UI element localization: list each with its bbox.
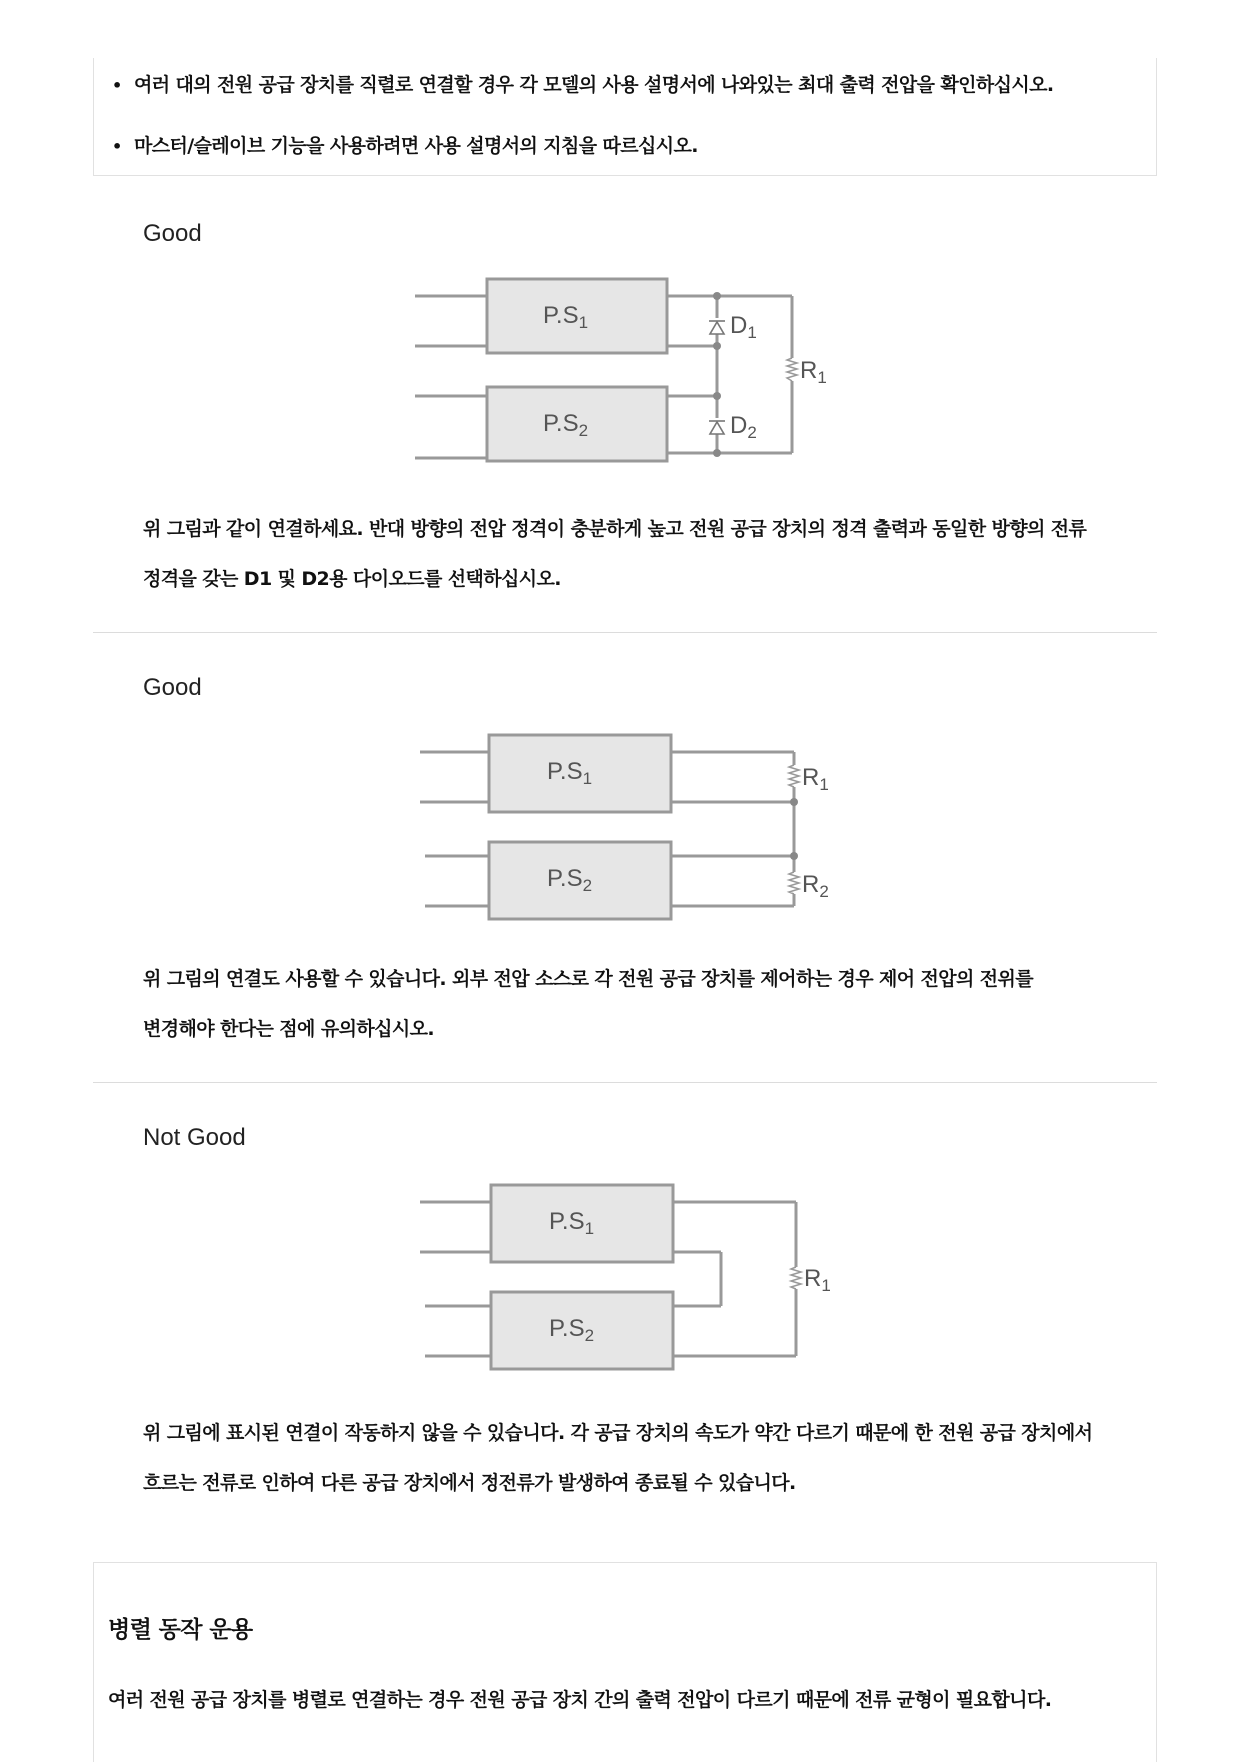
ps1-label: $P.S_1$ [547, 758, 593, 788]
bullet-icon: • [112, 137, 122, 156]
parallel-operation-box [93, 1562, 1157, 1762]
r1-label: $R_1$ [804, 1265, 831, 1295]
section3-text-line2: 흐르는 전류로 인하여 다른 공급 장치에서 정전류가 발생하여 종료될 수 있습니다. [143, 1472, 796, 1494]
ps2-label: $P.S_2$ [547, 865, 593, 895]
note-bullet-1: • 여러 대의 전원 공급 장치를 직렬로 연결할 경우 각 모델의 사용 설명서에 나와있는 최대 출력 전압을 확인하십시오. [112, 74, 1054, 96]
parallel-operation-title: 병렬 동작 운용 [108, 1617, 253, 1643]
section2-text-line1: 위 그림의 연결도 사용할 수 있습니다. 외부 전압 소스로 각 전원 공급 장치를 제어하는 경우 제어 전압의 전위를 [143, 968, 1034, 990]
section2-text-line2: 변경해야 한다는 점에 유의하십시오. [143, 1018, 434, 1040]
r1-label: $R_1$ [800, 357, 827, 387]
diagram-series-resistors [400, 720, 840, 930]
section1-text-line2: 정격을 갖는 D1 및 D2용 다이오드를 선택하십시오. [143, 568, 561, 590]
d2-label: $D_2$ [730, 412, 757, 442]
diagram-series-diodes [400, 250, 840, 470]
note-bullet-2: • 마스터/슬레이브 기능을 사용하려면 사용 설명서의 지침을 따르십시오. [112, 135, 698, 157]
diode-d2-icon [709, 421, 725, 434]
ps2-label: $P.S_2$ [549, 1315, 595, 1345]
section3-text-line1: 위 그림에 표시된 연결이 작동하지 않을 수 있습니다. 각 공급 장치의 속도가 약간 다르기 때문에 한 전원 공급 장치에서 [143, 1422, 1093, 1444]
r1-label: $R_1$ [802, 764, 829, 794]
d1-label: $D_1$ [730, 312, 757, 342]
r2-label: $R_2$ [802, 871, 829, 901]
section-label-good-1: Good [143, 220, 202, 247]
parallel-operation-text: 여러 전원 공급 장치를 병렬로 연결하는 경우 전원 공급 장치 간의 출력 전압이 다르기 때문에 전류 균형이 필요합니다. [108, 1689, 1052, 1711]
ps2-label: $P.S_2$ [543, 410, 589, 440]
section-label-good-2: Good [143, 674, 202, 701]
ps1-label: $P.S_1$ [549, 1208, 595, 1238]
divider [93, 632, 1157, 633]
ps1-label: $P.S_1$ [543, 302, 589, 332]
divider [93, 1082, 1157, 1083]
section-label-not-good: Not Good [143, 1124, 246, 1151]
section1-text-line1: 위 그림과 같이 연결하세요. 반대 방향의 전압 정격이 충분하게 높고 전원 공급 장치의 정격 출력과 동일한 방향의 전류 [143, 518, 1087, 540]
diode-d1-icon [709, 321, 725, 334]
diagram-series-single-resistor [400, 1170, 840, 1380]
bullet-icon: • [112, 76, 122, 95]
